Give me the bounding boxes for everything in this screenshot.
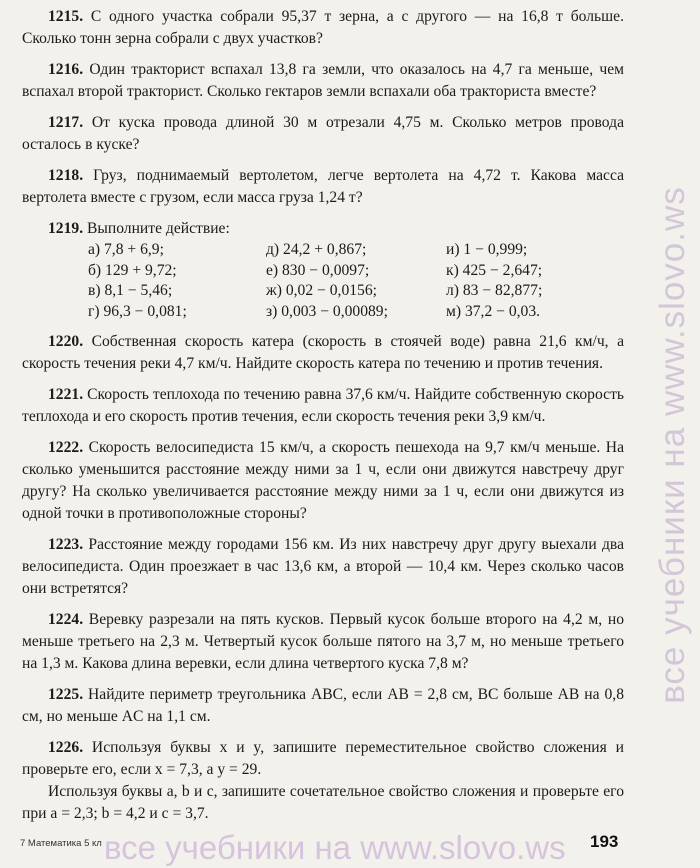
exercise-item: а) 7,8 + 6,9; — [88, 241, 164, 258]
exercise-item: и) 1 − 0,999; — [446, 241, 528, 258]
problem-text: Скорость теплохода по течению равна 37,6 км/ч. Найдите собственную скорость теплохода и его скорость против течения, если скорость течения реки 3,9 км/ч. — [22, 386, 624, 425]
exercise-item: в) 8,1 − 5,46; — [88, 282, 173, 299]
problem-number: 1216. — [48, 61, 84, 78]
problem-text: Выполните действие: — [83, 220, 230, 237]
problem-text: Расстояние между городами 156 км. Из них навстречу друг другу выехали два велосипедиста. Один проезжает в час 13,6 км, а второй — 10,4 км. Через сколько часов они встретятся? — [22, 536, 624, 597]
problem-number: 1225. — [48, 686, 84, 703]
problem-number: 1222. — [48, 439, 84, 456]
exercise-item: к) 425 − 2,647; — [446, 261, 543, 279]
exercise-item: м) 37,2 − 0,03. — [446, 302, 541, 320]
problem-1225 — [22, 684, 624, 728]
problem-text: Собственная скорость катера (скорость в стоячей воде) равна 21,6 км/ч, а скорость течения реки 4,7 км/ч. Найдите скорость катера по течению и против течения. — [22, 333, 624, 372]
problem-text: Найдите периметр треугольника ABC, если AB = 2,8 см, BC больше AB на 0,8 см, но меньше AC на 1,1 см. — [22, 686, 624, 725]
exercise-item: л) 83 − 82,877; — [446, 282, 543, 299]
problem-1222 — [22, 437, 624, 525]
bottom-watermark: все учебники на www.slovo.ws — [104, 829, 566, 866]
problem-1220 — [22, 331, 624, 375]
exercise-item: з) 0,003 − 0,00089; — [266, 302, 388, 320]
exercise-item: б) 129 + 9,72; — [88, 261, 177, 279]
problem-text: С одного участка собрали 95,37 т зерна, а с другого — на 16,8 т больше. Сколько тонн зерна собрали с двух участков? — [22, 8, 624, 47]
problem-text: Один тракторист вспахал 13,8 га земли, что оказалось на 4,7 га меньше, чем вспахал второй тракторист. Сколько гектаров земли вспахали оба тракториста вместе? — [22, 61, 624, 100]
exercise-grid — [88, 240, 624, 322]
printer-signature: 7 Математика 5 кл — [20, 838, 102, 849]
vertical-watermark — [650, 120, 696, 770]
problem-1217 — [22, 112, 624, 156]
problem-text: Груз, поднимаемый вертолетом, легче вертолета на 4,72 т. Какова масса вертолета вместе с грузом, если масса груза 1,24 т? — [22, 167, 624, 206]
problem-text: От куска провода длиной 30 м отрезали 4,75 м. Сколько метров провода осталось в куске? — [22, 114, 624, 153]
problem-number: 1224. — [48, 611, 84, 628]
problems-column — [22, 6, 624, 834]
problem-number: 1226. — [48, 739, 84, 756]
problem-text: Используя буквы x и y, запишите переместительное свойство сложения и проверьте его, если x = 7,3, а y = 29. — [22, 739, 624, 778]
problem-number: 1215. — [48, 8, 84, 25]
problem-1219 — [22, 218, 624, 240]
exercise-item: ж) 0,02 − 0,0156; — [266, 282, 377, 299]
problem-number: 1223. — [48, 536, 84, 553]
problem-number: 1217. — [48, 114, 84, 131]
exercise-item: е) 830 − 0,0097; — [266, 261, 370, 279]
problem-number: 1220. — [48, 333, 84, 350]
problem-text: Веревку разрезали на пять кусков. Первый кусок больше второго на 4,2 м, но меньше третьего на 2,3 м. Четвертый кусок больше пятого на 3,7 м, но меньше третьего на 1,3 м. Какова длина веревки, если длина четвертого куска 7,8 м? — [22, 611, 624, 672]
watermark-text: все учебники на www.slovo.ws — [653, 186, 692, 704]
exercise-item: г) 96,3 − 0,081; — [88, 302, 187, 320]
problem-number: 1219. — [48, 220, 84, 237]
problem-1226-part2: Используя буквы a, b и c, запишите сочетательное свойство сложения и проверьте его при a = 2,3; b = 4,2 и c = 3,7. — [22, 783, 624, 822]
problem-text: Скорость велосипедиста 15 км/ч, а скорость пешехода на 9,7 км/ч меньше. На сколько уменьшится расстояние между ними за 1 ч, если они движутся навстречу друг другу? На сколько увеличивается расстояние между ними за 1 ч, если они движутся из одной точки в противоположные стороны? — [22, 439, 624, 522]
problem-1226 — [22, 737, 624, 781]
problem-1216 — [22, 59, 624, 103]
problem-number: 1221. — [48, 386, 84, 403]
problem-number: 1218. — [48, 167, 84, 184]
page-number: 193 — [590, 832, 619, 851]
problem-1221 — [22, 384, 624, 428]
problem-1224 — [22, 609, 624, 675]
problem-1218 — [22, 165, 624, 209]
exercise-item: д) 24,2 + 0,867; — [266, 241, 367, 258]
problem-1223 — [22, 534, 624, 600]
problem-1215 — [22, 6, 624, 50]
